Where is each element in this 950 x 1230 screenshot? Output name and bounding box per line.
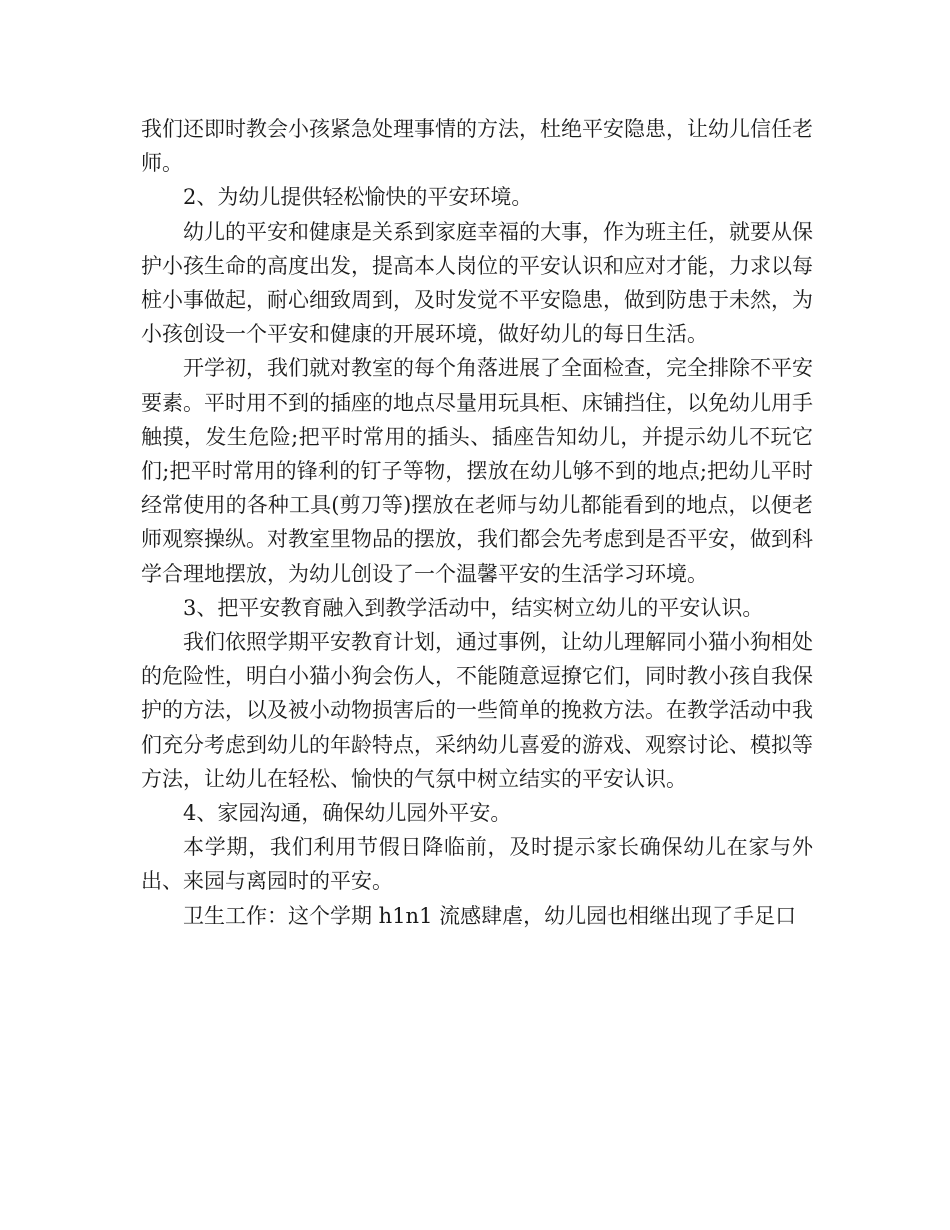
paragraph: 开学初，我们就对教室的每个角落进展了全面检查，完全排除不平安要素。平时用不到的插座的地点尽量用玩具柜、床铺挡住，以免幼儿用手触摸，发生危险;把平时常用的插头、插座告知幼儿，并提示幼儿不玩它们;把平时常用的锋利的钉子等物，摆放在幼儿够不到的地点;把幼儿平时经常使用的各种工具(剪刀等)摆放在老师与幼儿都能看到的地点，以便老师观察操纵。对教室里物品的摆放，我们都会先考虑到是否平安，做到科学合理地摆放，为幼儿创设了一个温馨平安的生活学习环境。: [141, 356, 813, 586]
section-heading-3: 3、把平安教育融入到教学活动中，结实树立幼儿的平安认识。: [183, 595, 764, 620]
document-page: [141, 112, 813, 933]
paragraph-continuation: 我们还即时教会小孩紧急处理事情的方法，杜绝平安隐患，让幼儿信任老师。: [141, 117, 813, 176]
paragraph: 卫生工作：这个学期 h1n1 流感肆虐，幼儿园也相继出现了手足口: [183, 903, 797, 928]
section-heading-4: 4、家园沟通，确保幼儿园外平安。: [183, 801, 512, 826]
paragraph: 我们依照学期平安教育计划，通过事例，让幼儿理解同小猫小狗相处的危险性，明白小猫小狗会伤人，不能随意逗撩它们，同时教小孩自我保护的方法，以及被小动物损害后的一些简单的挽救方法。在教学活动中我们充分考虑到幼儿的年龄特点，采纳幼儿喜爱的游戏、观察讨论、模拟等方法，让幼儿在轻松、愉快的气氛中树立结实的平安认识。: [141, 630, 813, 791]
section-heading-2: 2、为幼儿提供轻松愉快的平安环境。: [183, 185, 533, 210]
paragraph: 幼儿的平安和健康是关系到家庭幸福的大事，作为班主任，就要从保护小孩生命的高度出发，提高本人岗位的平安认识和应对才能，力求以每桩小事做起，耐心细致周到，及时发觉不平安隐患，做到防患于未然，为小孩创设一个平安和健康的开展环境，做好幼儿的每日生活。: [141, 219, 813, 347]
paragraph: 本学期，我们利用节假日降临前，及时提示家长确保幼儿在家与外出、来园与离园时的平安。: [141, 835, 813, 894]
